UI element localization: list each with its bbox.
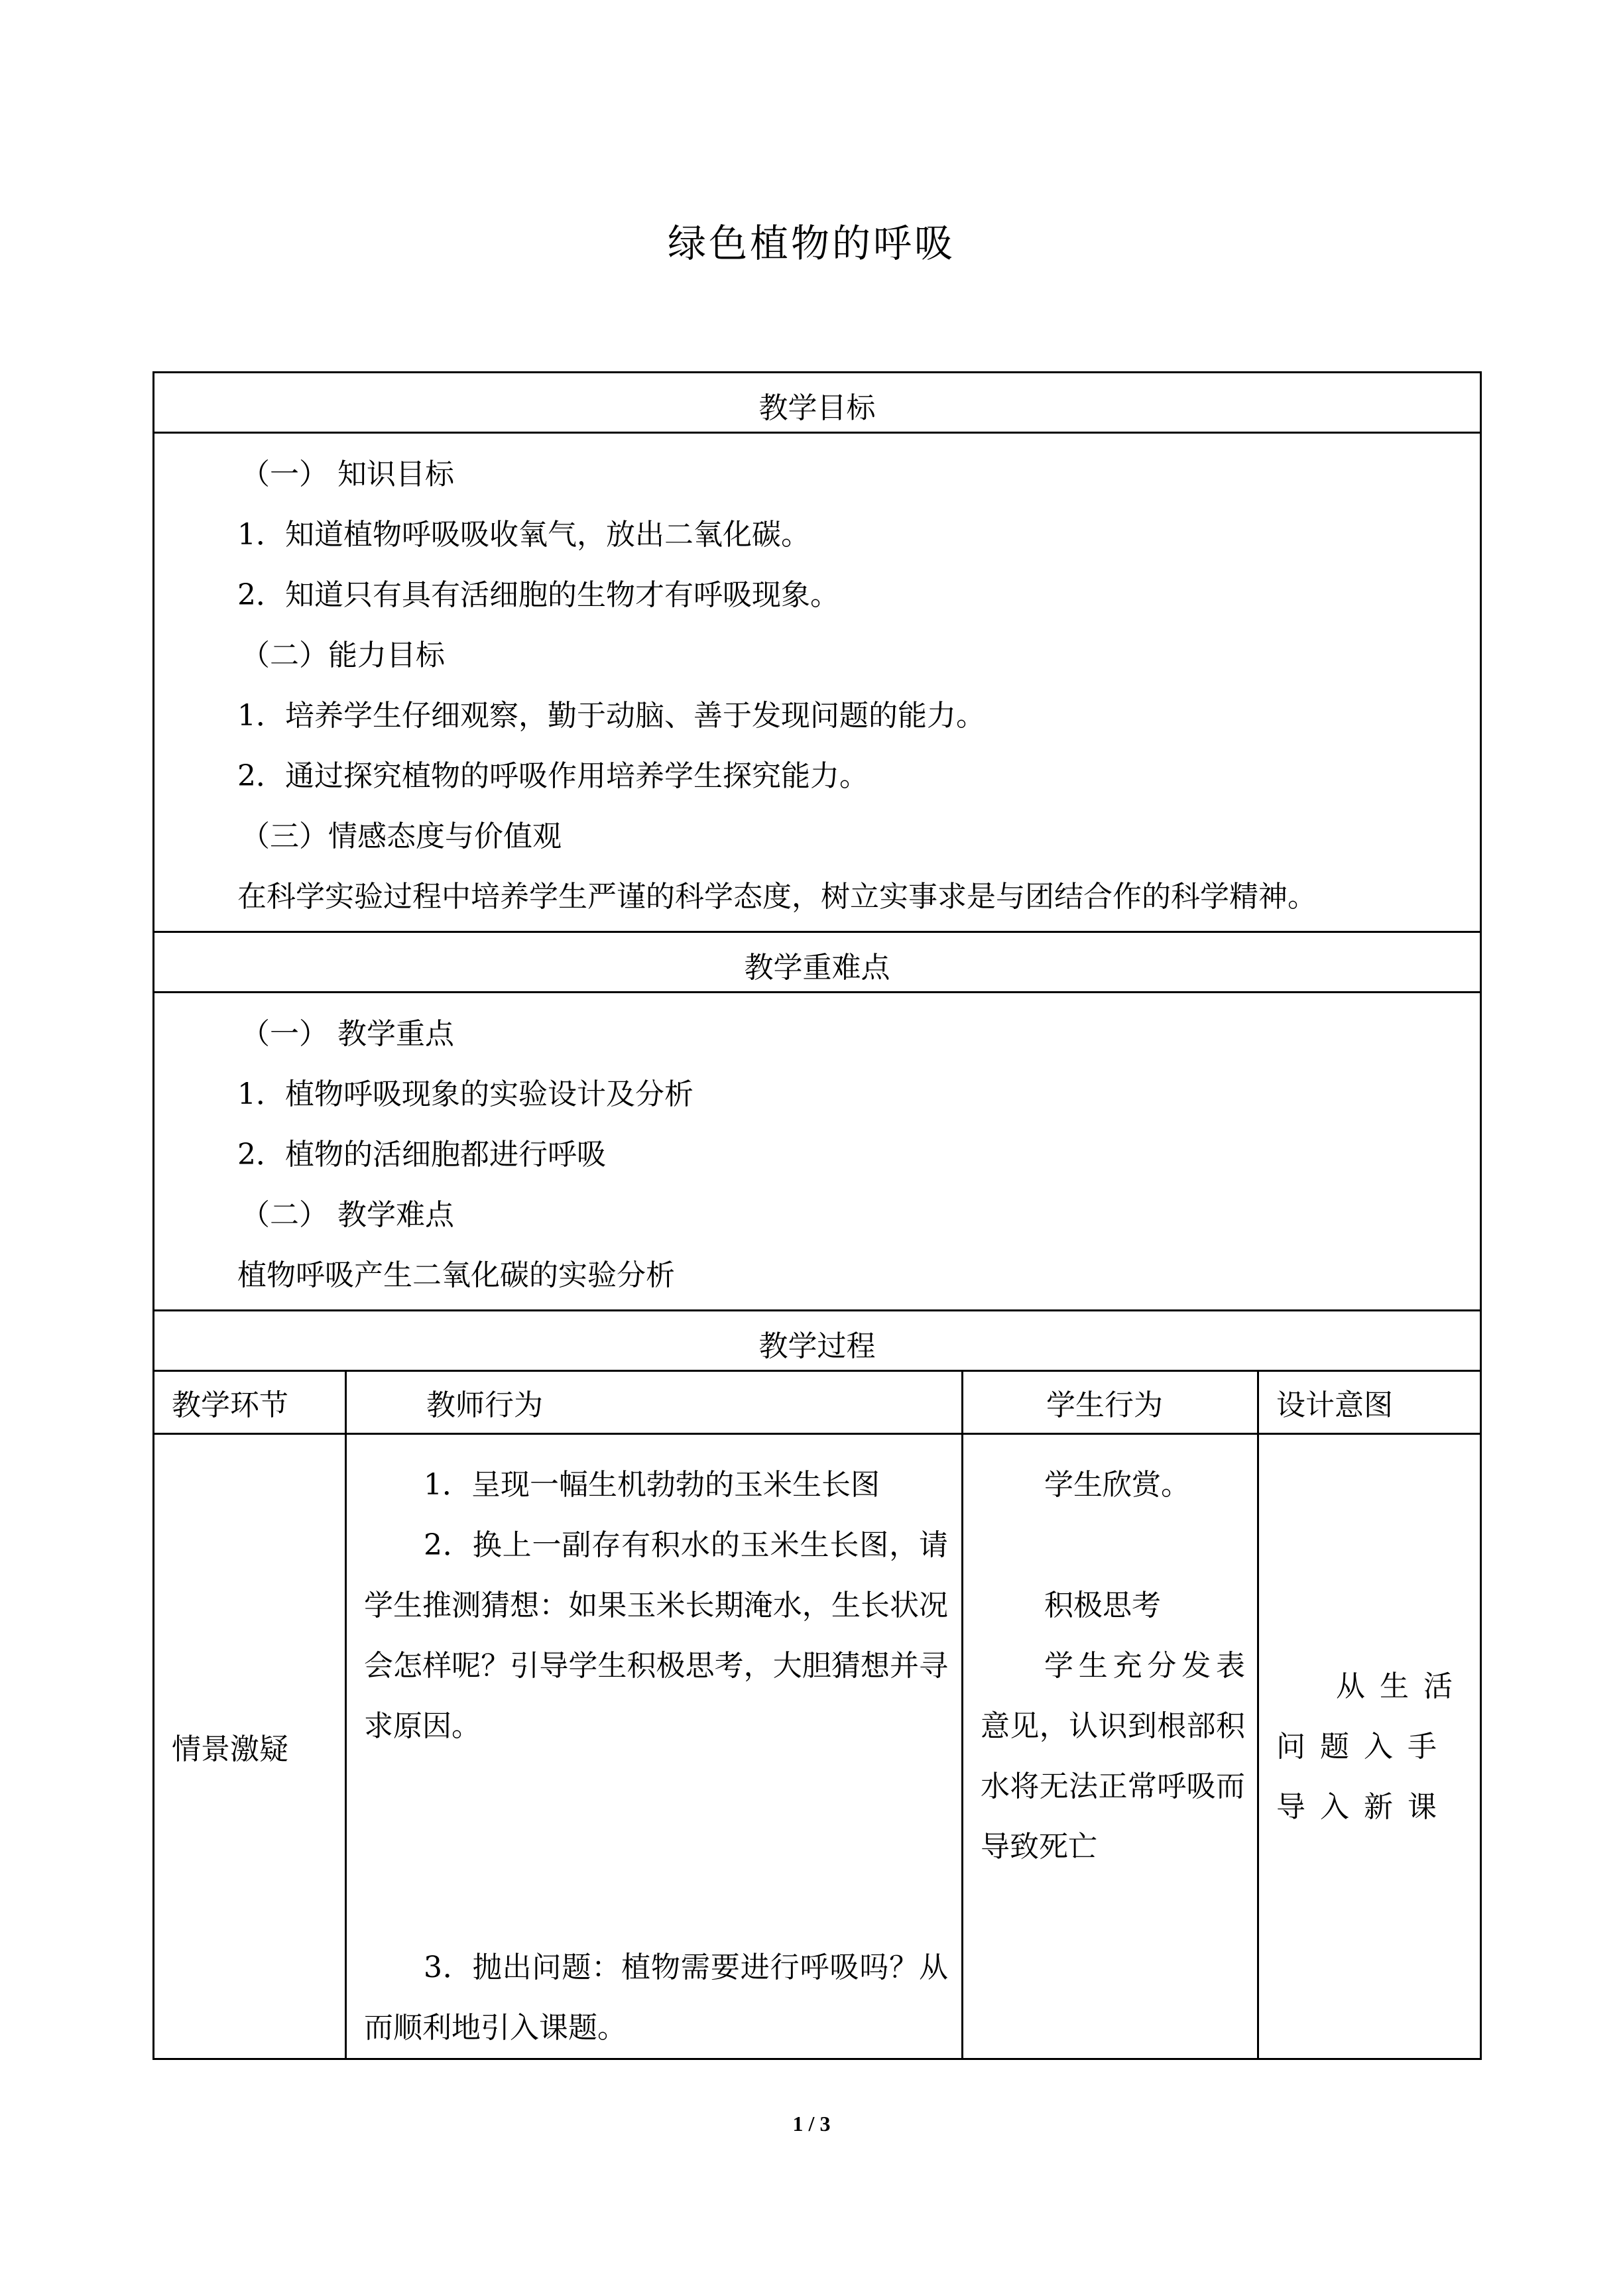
lesson-plan-table: [152, 371, 1482, 2060]
teacher-step-3: 3．抛出问题：植物需要进行呼吸吗？从而顺利地引入课题。: [364, 1951, 948, 2045]
design-cell: [1258, 1434, 1481, 2059]
student-note-3: 学生充分发表意见，认识到根部积水将无法正常呼吸而导致死亡: [981, 1649, 1245, 1864]
key-points-block: [154, 993, 1481, 1311]
column-header-design: 设计意图: [1258, 1371, 1481, 1434]
process-heading: 教学过程: [154, 1311, 1481, 1371]
focus-heading: （一） 教学重点: [241, 1017, 454, 1051]
emotion-item-1: 在科学实验过程中培养学生严谨的科学态度，树立实事求是与团结合作的科学精神。: [237, 880, 1317, 914]
key-points-heading: 教学重难点: [154, 932, 1481, 993]
ability-item-1: 1．培养学生仔细观察，勤于动脑、善于发现问题的能力。: [237, 699, 985, 733]
emotion-heading: （三）情感态度与价值观: [241, 819, 562, 853]
page-number: 1 / 3: [792, 2112, 831, 2136]
focus-item-1: 1．植物呼吸现象的实验设计及分析: [237, 1077, 693, 1111]
difficulty-heading: （二） 教学难点: [241, 1198, 454, 1232]
knowledge-item-2: 2．知道只有具有活细胞的生物才有呼吸现象。: [237, 578, 839, 612]
column-header-teacher: 教师行为: [346, 1371, 963, 1434]
design-intent: 从生活问题入手导入新课: [1276, 1669, 1467, 1824]
ability-heading: （二）能力目标: [241, 638, 445, 672]
column-header-student: 学生行为: [963, 1371, 1258, 1434]
student-note-2: 积极思考: [1044, 1589, 1161, 1622]
knowledge-item-1: 1．知道植物呼吸吸收氧气，放出二氧化碳。: [237, 518, 810, 552]
objectives-block: [154, 433, 1481, 932]
objectives-heading: 教学目标: [154, 373, 1481, 433]
teacher-step-1: 1．呈现一幅生机勃勃的玉米生长图: [424, 1468, 880, 1502]
teacher-cell: [346, 1434, 963, 2059]
difficulty-item-1: 植物呼吸产生二氧化碳的实验分析: [237, 1258, 675, 1292]
table-row: [154, 1434, 1481, 2059]
ability-item-2: 2．通过探究植物的呼吸作用培养学生探究能力。: [237, 759, 869, 793]
focus-item-2: 2．植物的活细胞都进行呼吸: [237, 1138, 606, 1172]
document-title: 绿色植物的呼吸: [667, 221, 955, 266]
column-header-stage: 教学环节: [154, 1371, 346, 1434]
student-note-1: 学生欣赏。: [1044, 1468, 1190, 1502]
knowledge-heading: （一） 知识目标: [241, 457, 454, 491]
teacher-step-2: 2．换上一副存有积水的玉米生长图，请学生推测猜想：如果玉米长期淹水，生长状况会怎样呢？引导学生积极思考，大胆猜想并寻求原因。: [364, 1528, 948, 1743]
student-cell: [963, 1434, 1258, 2059]
stage-cell: 情景激疑: [154, 1434, 346, 2059]
